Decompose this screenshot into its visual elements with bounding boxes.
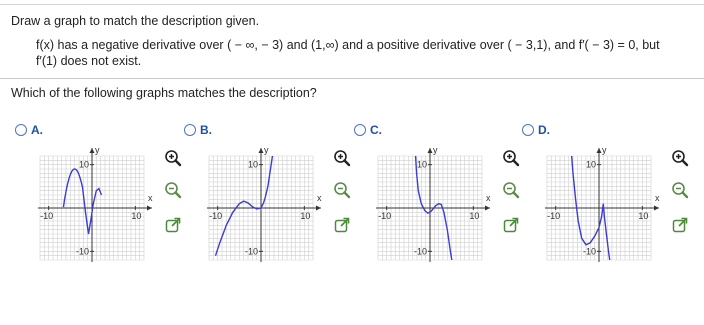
- zoom-out-icon[interactable]: [502, 181, 520, 199]
- question-prompt: Draw a graph to match the description given.: [11, 14, 260, 28]
- tick-label-y-bottom: -10: [413, 246, 427, 257]
- tick-label-x-pos: 10: [300, 211, 311, 221]
- y-axis-arrow: [428, 148, 433, 153]
- y-axis-label: y: [433, 145, 438, 155]
- tick-label-x-neg: -10: [209, 211, 223, 221]
- x-axis-label: x: [148, 193, 153, 203]
- tick-label-y-top: 10: [247, 159, 258, 170]
- y-axis-arrow: [597, 148, 602, 153]
- option-a-radio[interactable]: [15, 124, 27, 136]
- function-curve: [63, 169, 101, 234]
- open-external-icon[interactable]: [164, 216, 182, 234]
- tick-label-x-pos: 10: [131, 211, 142, 221]
- y-axis-arrow: [259, 148, 264, 153]
- option-b-graph: [197, 144, 329, 264]
- tick-label-x-neg: -10: [378, 211, 392, 221]
- option-d-radio[interactable]: [522, 124, 534, 136]
- zoom-out-icon[interactable]: [333, 181, 351, 199]
- zoom-in-icon[interactable]: [164, 149, 182, 167]
- option-c-radio[interactable]: [354, 124, 366, 136]
- option-d-graph: [535, 144, 667, 264]
- option-c-graph: [366, 144, 498, 264]
- y-axis-label: y: [95, 145, 100, 155]
- x-axis-label: x: [655, 193, 660, 203]
- zoom-in-icon[interactable]: [333, 149, 351, 167]
- tick-label-x-neg: -10: [547, 211, 561, 221]
- option-b-radio[interactable]: [184, 124, 196, 136]
- tick-label-y-top: 10: [585, 159, 596, 170]
- x-axis-arrow: [316, 206, 321, 211]
- top-rule: [0, 4, 704, 5]
- tick-label-y-top: 10: [416, 159, 427, 170]
- option-d-label[interactable]: D.: [538, 123, 550, 137]
- tick-label-y-bottom: -10: [75, 246, 89, 257]
- x-axis-arrow: [654, 206, 659, 211]
- zoom-out-icon[interactable]: [164, 181, 182, 199]
- zoom-in-icon[interactable]: [671, 149, 689, 167]
- y-axis-arrow: [90, 148, 95, 153]
- option-a-label[interactable]: A.: [31, 123, 43, 137]
- tick-label-x-pos: 10: [469, 211, 480, 221]
- question-description-line1: f(x) has a negative derivative over ( − ∞, − 3) and (1,∞) and a positive derivative over ( − 3,1), and f′( − 3) = 0, but: [36, 38, 660, 52]
- open-external-icon[interactable]: [502, 216, 520, 234]
- option-a-graph: [28, 144, 160, 264]
- divider: [0, 78, 704, 79]
- question-description-line2: f′(1) does not exist.: [36, 54, 142, 68]
- x-axis-arrow: [485, 206, 490, 211]
- question-ask: Which of the following graphs matches the description?: [11, 86, 317, 100]
- tick-label-y-top: 10: [78, 159, 89, 170]
- zoom-out-icon[interactable]: [671, 181, 689, 199]
- x-axis-label: x: [486, 193, 491, 203]
- open-external-icon[interactable]: [671, 216, 689, 234]
- open-external-icon[interactable]: [333, 216, 351, 234]
- y-axis-label: y: [264, 145, 269, 155]
- tick-label-x-neg: -10: [40, 211, 54, 221]
- tick-label-y-bottom: -10: [582, 246, 596, 257]
- zoom-in-icon[interactable]: [502, 149, 520, 167]
- y-axis-label: y: [602, 145, 607, 155]
- option-c-label[interactable]: C.: [370, 123, 382, 137]
- x-axis-arrow: [147, 206, 152, 211]
- option-b-label[interactable]: B.: [200, 123, 212, 137]
- x-axis-label: x: [317, 193, 322, 203]
- tick-label-y-bottom: -10: [244, 246, 258, 257]
- tick-label-x-pos: 10: [638, 211, 649, 221]
